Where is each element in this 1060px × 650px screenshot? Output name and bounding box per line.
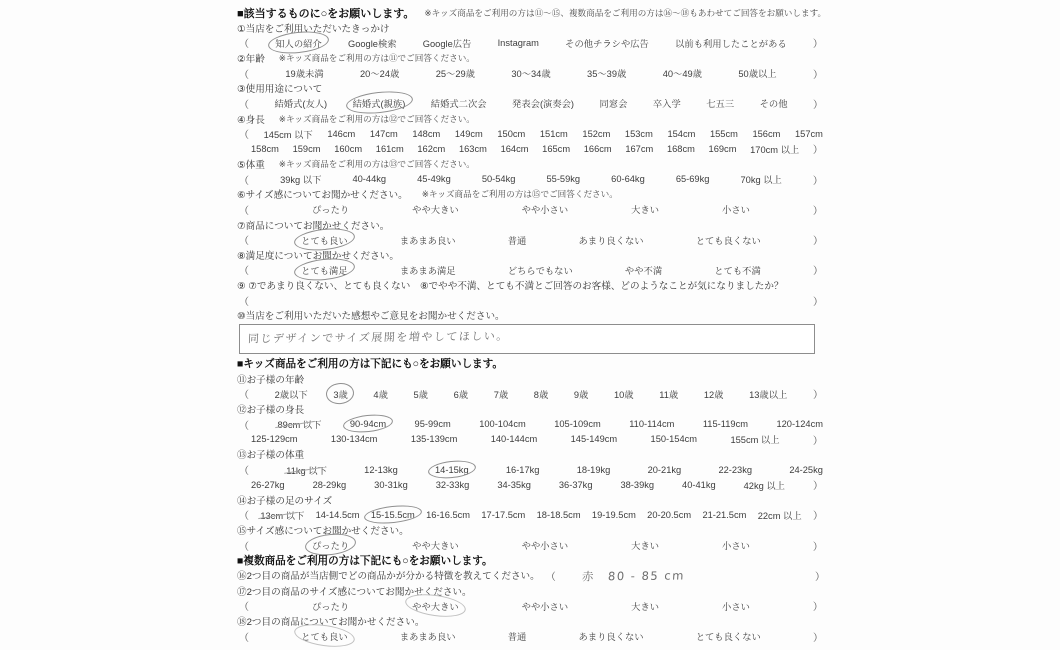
survey-option: 七五三 [706,99,735,110]
options-row [237,293,825,308]
close-bracket: ） [812,175,823,187]
open-bracket: （ [239,390,249,402]
survey-option: 8歳 [533,389,549,400]
survey-option: 結婚式(友人) [274,99,328,110]
survey-option: 10歳 [613,389,634,400]
survey-option: 30-31kg [374,479,408,490]
survey-option: 16-16.5cm [426,509,471,520]
survey-option: その他 [759,99,788,110]
question-label: ②年齢 [237,53,265,65]
survey-option: 148cm [412,128,441,139]
survey-option: 151cm [539,128,568,139]
survey-option: 155cm 以上 [730,435,780,446]
options-row [237,141,825,156]
survey-option: 2歳以下 [274,389,308,400]
open-bracket: （ [239,602,249,614]
survey-option: 149cm [454,128,483,139]
question-label: ⑩当店をご利用いただいた感想やご意見をお聞かせください。 [237,311,505,323]
survey-option: 40〜49歳 [662,69,702,80]
survey-option: Instagram [497,37,539,48]
question-label: ④身長 [237,114,265,126]
survey-option: とても良くない [695,235,761,246]
survey-option: 結婚式二次会 [430,99,487,110]
survey-option: 105-109cm [554,419,601,430]
survey-option: Google広告 [422,38,472,49]
survey-option: 22-23kg [718,464,753,475]
options-row [237,417,825,432]
survey-option: 153cm [624,128,653,139]
survey-option: 発表会(演奏会) [512,99,575,110]
close-bracket: ） [815,571,825,583]
survey-option: 普通 [507,235,527,246]
open-bracket: （ [239,99,249,111]
options-row [237,202,825,217]
survey-option-circled: 14-15kg [435,464,469,475]
question-label-line [237,187,825,202]
options-row [237,538,825,553]
survey-option: 25〜29歳 [435,69,475,80]
survey-option: 38-39kg [620,479,655,490]
survey-option: 165cm [542,143,571,154]
question-label-line [237,50,825,65]
survey-option-circled: ぴったり [312,538,349,552]
open-bracket: （ [239,130,249,142]
survey-option: 24-25kg [789,464,823,475]
free-text-box [239,324,815,354]
survey-option: 30〜34歳 [511,69,551,80]
question-label: ⑪お子様の年齢 [237,374,305,386]
survey-option: ぴったり [311,601,350,612]
survey-option-circled: とても満足 [301,263,348,277]
survey-option: 17-17.5cm [481,509,526,520]
survey-option: 145-149cm [570,434,618,445]
survey-option: とても不満 [714,265,761,276]
survey-option: 大きい [631,541,660,552]
close-bracket: ） [813,99,823,111]
survey-option: 6歳 [453,389,469,400]
survey-option-circled: とても良い [301,629,348,643]
survey-option: 150cm [497,128,526,139]
close-bracket: ） [812,541,823,553]
survey-option: 13歳以上 [749,389,788,400]
options-row [237,126,825,141]
survey-option: 40-41kg [682,479,716,490]
survey-option: 9歳 [573,389,589,400]
open-bracket: （ [239,466,249,477]
open-bracket: （ [545,571,556,583]
open-bracket: （ [239,632,249,644]
survey-option-circled: 結婚式(親族) [353,96,406,110]
close-bracket: ） [812,39,823,51]
survey-option: 16-17kg [505,464,540,475]
survey-option: 160cm [334,143,363,154]
document-title: ■該当するものに○をお願いします。 [237,7,415,20]
survey-option: 155cm [709,128,738,139]
options-row [237,66,825,81]
survey-option: 166cm [583,143,612,154]
question-label: ⑭お子様の足のサイズ [237,495,333,507]
survey-document [237,5,825,644]
survey-option: 4歳 [373,389,388,400]
survey-option: やや小さい [521,541,569,552]
survey-option: 28-29kg [312,479,347,490]
question-label-line [237,308,825,323]
survey-option: 70kg 以上 [740,175,782,186]
survey-option: 21-21.5cm [702,509,747,520]
survey-option: 20-21kg [647,464,682,475]
survey-option: 95-99cm [414,419,451,430]
question-label-line [237,111,825,126]
document-title-note: ※キッズ商品をご利用の方は⑪〜⑮、複数商品をご利用の方は⑯〜⑱もあわせてご回答をお願いします。 [424,7,827,18]
survey-option: 小さい [722,205,750,216]
survey-option: 65-69kg [675,174,710,185]
survey-option: 20-20.5cm [647,509,692,520]
close-bracket: ） [812,145,823,157]
question-label-line [237,583,825,598]
survey-option: 145cm 以下 [263,129,313,140]
question-label-line [237,156,825,171]
survey-option: 20〜24歳 [360,69,400,80]
survey-option: 162cm [417,143,446,154]
survey-option: その他チラシや広告 [565,38,649,49]
document-header [237,5,825,20]
close-bracket: ） [813,296,823,308]
survey-option: 55-59kg [546,174,581,185]
section-heading: ■キッズ商品をご利用の方は下記にも○をお願いします。 [237,358,503,371]
survey-option: 14-14.5cm [315,509,360,520]
options-row [237,232,825,247]
survey-option: あまり良くない [578,632,644,643]
question-label-line [237,492,825,507]
question-note: ※キッズ商品をご利用の方は⑫でご回答ください。 [278,113,475,124]
open-bracket: （ [239,296,249,308]
question-label: ⑮サイズ感についてお聞かせください。 [237,526,409,538]
survey-option: 19-19.5cm [591,509,636,520]
question-label-line [237,447,825,462]
question-label: ⑤体重 [237,159,265,171]
survey-option: 50-54kg [481,174,516,185]
survey-option: 154cm [667,128,696,139]
options-row [237,462,825,477]
close-bracket: ） [813,69,823,81]
question-label-line [237,568,825,583]
survey-option: 167cm [625,143,654,154]
question-label-line [237,81,825,96]
handwritten-comment: 同じデザインでサイズ展開を増やしてほしい。 [247,329,510,346]
question-label: ⑬お子様の体重 [237,450,305,462]
survey-option: 39kg 以下 [280,175,322,186]
survey-option: 大きい [631,601,660,612]
survey-option: 11歳 [659,389,679,400]
survey-option: 26-27kg [251,479,285,490]
survey-option-circled: 3歳 [333,387,347,401]
survey-option-circled: 15-15.5cm [370,509,415,520]
close-bracket: ） [812,205,823,217]
survey-option: 以前も利用したことがある [675,38,787,49]
survey-option: 146cm [327,128,356,139]
survey-option: 130-134cm [330,434,378,445]
survey-option: 120-124cm [776,419,823,430]
options-row [237,432,825,447]
close-bracket: ） [812,511,823,523]
open-bracket: （ [239,420,249,432]
survey-option: やや小さい [521,601,569,612]
options-row [237,628,825,643]
survey-option: とても良くない [695,632,761,643]
survey-option: 小さい [722,541,750,552]
question-label: ⑦商品についてお聞かせください。 [237,220,390,232]
survey-option: 12歳 [703,389,724,400]
survey-option: 普通 [507,632,527,643]
options-row [237,477,825,492]
survey-option: 大きい [631,205,660,216]
question-label: ③使用用途について [237,84,323,96]
survey-option-circled: 知人の紹介 [275,36,322,50]
survey-option: 19歳未満 [285,69,324,80]
survey-option: 161cm [375,143,404,154]
survey-option: ぴったり [311,205,350,216]
survey-option: あまり良くない [578,235,644,246]
survey-option: やや不満 [624,265,663,276]
survey-option: 147cm [369,128,398,139]
close-bracket: ） [812,266,823,278]
survey-option: どちらでもない [507,265,573,276]
close-bracket: ） [812,390,823,402]
survey-option: まあまあ満足 [399,265,456,276]
question-label: ⑫お子様の身長 [237,404,305,416]
survey-option: 100-104cm [479,419,526,430]
survey-option: 135-139cm [410,434,458,445]
survey-option: 170cm 以上 [750,144,800,155]
survey-option: 13cm 以下 [260,508,304,522]
survey-option: Google検索 [347,38,397,49]
survey-option: やや大きい [412,205,459,216]
options-row [237,96,825,111]
open-bracket: （ [239,175,249,187]
options-row [237,386,825,401]
survey-option: 110-114cm [629,419,675,430]
close-bracket: ） [812,435,823,447]
open-bracket: （ [239,205,249,217]
survey-option-circled: 90-94cm [349,419,387,430]
survey-option: 5歳 [413,389,428,400]
survey-option: 18-18.5cm [536,509,581,520]
close-bracket: ） [812,236,823,248]
survey-option: 115-119cm [702,419,748,430]
survey-option: 158cm [251,143,279,154]
survey-option: 45-49kg [417,174,451,185]
question-note: ※キッズ商品をご利用の方は⑪でご回答ください。 [278,52,475,63]
survey-option: 18-19kg [576,464,611,475]
question-label: ⑥サイズ感についてお聞かせください。 [237,190,408,202]
survey-option: 156cm [752,128,781,139]
survey-option: まあまあ良い [399,632,456,643]
open-bracket: （ [239,511,249,523]
survey-option: 36-37kg [558,479,593,490]
options-row [237,598,825,613]
question-label: ⑰2つ目の商品のサイズ感についてお聞かせください。 [237,586,472,598]
survey-option: 152cm [582,128,611,139]
survey-option-circled: やや大きい [412,599,459,613]
question-label-line [237,20,825,35]
question-label: ⑯2つ目の商品が当店側でどの商品かが分かる特徴を教えてください。 [237,571,540,583]
handwritten-answer: 赤 80 - 85 cm [581,567,686,584]
options-row [237,172,825,187]
survey-option: 42kg 以上 [743,480,785,491]
survey-option: 169cm [708,143,737,154]
survey-option-circled: とても良い [301,233,348,247]
survey-option: 34-35kg [497,479,531,490]
survey-option: やや小さい [521,205,569,216]
survey-option: 89cm 以下 [277,417,321,431]
section-heading: ■複数商品をご利用の方は下記にも○をお願いします。 [237,554,493,567]
question-label: ⑨ ⑦であまり良くない、とても良くない ⑧でやや不満、とても不満とご回答のお客様、どのようなことが気になりましたか？ [237,281,784,293]
survey-option: 40-44kg [352,174,387,185]
open-bracket: （ [239,541,249,553]
open-bracket: （ [239,39,249,51]
survey-option: 32-33kg [435,479,470,490]
survey-option: 150-154cm [650,434,698,445]
survey-option: 159cm [292,143,321,154]
survey-option: 125-129cm [251,434,298,445]
survey-option: 50歳以上 [738,69,777,80]
open-bracket: （ [239,266,249,278]
survey-option: 11kg 以下 [286,463,327,477]
survey-option: 60-64kg [611,174,645,185]
close-bracket: ） [812,632,823,644]
open-bracket: （ [239,236,249,248]
survey-option: 35〜39歳 [587,69,627,80]
survey-option: 卒入学 [652,99,681,110]
options-row [237,262,825,277]
survey-option: まあまあ良い [399,235,456,246]
question-label: ⑱2つ目の商品についてお聞かせください。 [237,616,425,628]
survey-option: 168cm [666,143,695,154]
survey-option: やや大きい [412,541,459,552]
survey-option: 同窓会 [599,99,628,110]
options-row [237,507,825,522]
question-note: ※キッズ商品をご利用の方は⑬でご回答ください。 [278,158,475,169]
survey-option: 12-13kg [364,464,398,475]
close-bracket: ） [812,481,823,493]
options-row [237,35,825,50]
close-bracket: ） [812,602,823,614]
survey-option: 小さい [722,601,750,612]
open-bracket: （ [239,69,249,81]
survey-option: 140-144cm [490,434,538,445]
question-label-line [237,401,825,416]
survey-option: 164cm [500,143,529,154]
question-label-line [237,371,825,386]
question-label: ⑧満足度についてお聞かせください。 [237,250,399,262]
survey-option: 157cm [794,128,823,139]
question-label: ①当店をご利用いただいたきっかけ [237,23,390,35]
question-note: ※キッズ商品をご利用の方は⑮でご回答ください。 [421,189,618,200]
survey-option: 163cm [458,143,487,154]
survey-option: 22cm 以上 [757,510,802,521]
survey-option: 7歳 [493,389,509,400]
